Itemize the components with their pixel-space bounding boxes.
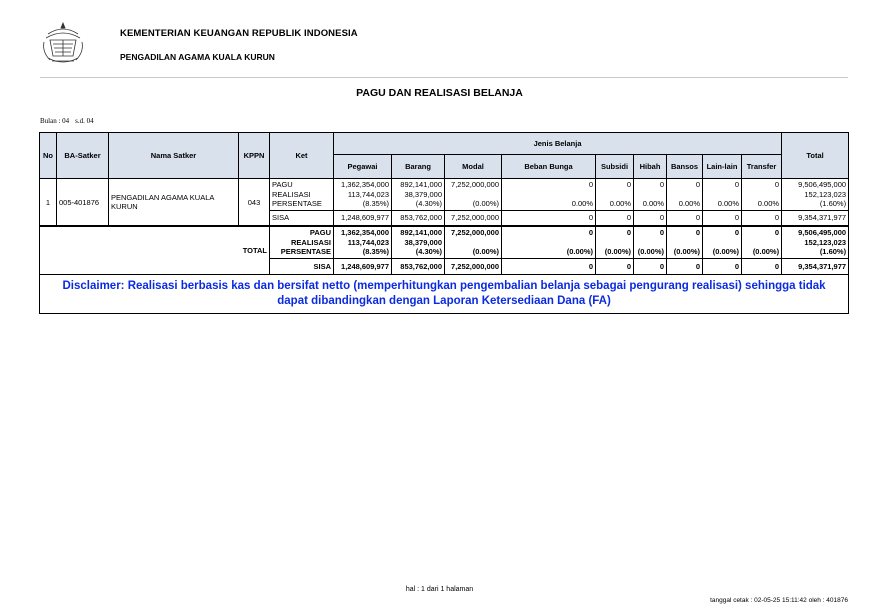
row-ba-satker: 005-401876 <box>57 179 109 227</box>
value: 9,506,495,000 <box>798 180 847 189</box>
value: 0 <box>734 180 739 189</box>
value: 152,123,023 <box>804 189 847 199</box>
total-ket <box>270 226 334 258</box>
total-hibah <box>634 226 667 258</box>
sisa-pegawai: 1,248,609,977 <box>334 210 392 226</box>
col-hibah: Hibah <box>634 155 667 179</box>
disclaimer-row <box>40 274 849 313</box>
value <box>744 238 779 248</box>
ministry-emblem-icon <box>38 20 88 66</box>
value <box>636 190 664 200</box>
value <box>744 190 779 200</box>
value: 113,744,023 <box>347 189 389 199</box>
ket-pagu: PAGU <box>309 228 331 237</box>
row-no: 1 <box>40 179 57 227</box>
value: (1.60%) <box>819 199 847 208</box>
total-barang <box>392 226 445 258</box>
col-pegawai: Pegawai <box>334 155 392 179</box>
col-subsidi: Subsidi <box>596 155 634 179</box>
court-name: PENGADILAN AGAMA KUALA KURUN <box>120 52 275 62</box>
total-sisa-beban-bunga: 0 <box>502 258 596 274</box>
total-modal <box>445 226 502 258</box>
col-lain-lain: Lain-lain <box>703 155 742 179</box>
total-sisa-modal: 7,252,000,000 <box>445 258 502 274</box>
value: (8.35%) <box>362 247 389 256</box>
value: 0.00% <box>609 199 631 208</box>
budget-table <box>39 132 849 314</box>
total-row <box>40 226 849 258</box>
value <box>447 238 499 248</box>
ket-realisasi: REALISASI <box>272 189 311 199</box>
table-row <box>40 179 849 211</box>
value: 0 <box>626 228 631 237</box>
period-until: s.d. 04 <box>75 117 94 125</box>
report-title: PAGU DAN REALISASI BELANJA <box>356 87 523 99</box>
value: 0 <box>659 228 664 237</box>
total-sisa-lain-lain: 0 <box>703 258 742 274</box>
print-info: tanggal cetak : 02-05-25 15:11:42 oleh : 401876 <box>710 597 848 604</box>
value: (8.35%) <box>362 199 389 208</box>
col-beban-bunga: Beban Bunga <box>502 155 596 179</box>
col-no: No <box>40 133 57 179</box>
ket-sisa: SISA <box>270 210 334 226</box>
cell-modal <box>445 179 502 211</box>
cell-beban-bunga <box>502 179 596 211</box>
ket-persentase: PERSENTASE <box>280 247 331 256</box>
page-info: hal : 1 dari 1 halaman <box>405 586 474 593</box>
value: (0.00%) <box>472 247 499 256</box>
total-ket-sisa: SISA <box>270 258 334 274</box>
value: 7,252,000,000 <box>451 180 499 189</box>
total-sisa-pegawai: 1,248,609,977 <box>334 258 392 274</box>
value: (0.00%) <box>637 247 664 256</box>
total-sisa-transfer: 0 <box>742 258 782 274</box>
value: (4.30%) <box>415 199 442 208</box>
value: 0.00% <box>717 199 739 208</box>
total-sisa-hibah: 0 <box>634 258 667 274</box>
value: (0.00%) <box>472 199 499 208</box>
value: (0.00%) <box>566 247 593 256</box>
value: 7,252,000,000 <box>451 228 499 237</box>
ket-realisasi: REALISASI <box>290 237 331 247</box>
organization-name: KEMENTERIAN KEUANGAN REPUBLIK INDONESIA <box>120 28 358 39</box>
value: 0.00% <box>757 199 780 208</box>
value: 38,379,000 <box>404 237 442 247</box>
value <box>669 238 700 248</box>
value <box>669 190 700 200</box>
value: 38,379,000 <box>404 189 442 199</box>
value: 0 <box>659 180 664 189</box>
value: (0.00%) <box>712 247 739 256</box>
value: 113,744,023 <box>347 237 389 247</box>
sisa-lain-lain: 0 <box>703 210 742 226</box>
value: 1,362,354,000 <box>341 228 389 237</box>
disclaimer-text: Disclaimer: Realisasi berbasis kas dan bersifat netto (memperhitungkan pengembalian belanja sebagai pengurang realisasi) sehingga tidak dapat dibandingkan dengan Laporan Ketersediaan Dana (FA) <box>40 274 849 313</box>
value <box>636 238 664 248</box>
value: 152,123,023 <box>804 237 847 247</box>
value: 892,141,000 <box>400 180 442 189</box>
cell-lain-lain <box>703 179 742 211</box>
col-ket: Ket <box>270 133 334 179</box>
total-total <box>782 226 849 258</box>
sisa-barang: 853,762,000 <box>392 210 445 226</box>
cell-hibah <box>634 179 667 211</box>
value: (0.00%) <box>604 247 631 256</box>
sisa-hibah: 0 <box>634 210 667 226</box>
value: 0 <box>774 180 780 189</box>
value: (0.00%) <box>752 247 780 256</box>
sisa-beban-bunga: 0 <box>502 210 596 226</box>
total-transfer <box>742 226 782 258</box>
value: 1,362,354,000 <box>341 180 389 189</box>
cell-total <box>782 179 849 211</box>
cell-subsidi <box>596 179 634 211</box>
sisa-transfer: 0 <box>742 210 782 226</box>
value <box>447 190 499 200</box>
value: 0 <box>774 228 780 237</box>
value <box>705 238 739 248</box>
value: (1.60%) <box>819 247 847 256</box>
value <box>504 238 593 248</box>
col-barang: Barang <box>392 155 445 179</box>
total-label: TOTAL <box>40 226 270 274</box>
total-beban-bunga <box>502 226 596 258</box>
value: 0 <box>734 228 739 237</box>
value: (4.30%) <box>415 247 442 256</box>
col-jenis-belanja: Jenis Belanja <box>334 133 782 155</box>
col-kppn: KPPN <box>239 133 270 179</box>
total-sisa-barang: 853,762,000 <box>392 258 445 274</box>
col-ba-satker: BA-Satker <box>57 133 109 179</box>
col-transfer: Transfer <box>742 155 782 179</box>
value: 892,141,000 <box>400 228 442 237</box>
value: (0.00%) <box>673 247 700 256</box>
sisa-total: 9,354,371,977 <box>782 210 849 226</box>
col-modal: Modal <box>445 155 502 179</box>
value <box>598 238 631 248</box>
ket-pagu: PAGU <box>272 180 293 189</box>
total-pegawai <box>334 226 392 258</box>
period-month: Bulan : 04 <box>40 117 70 125</box>
ket-persentase: PERSENTASE <box>272 199 322 208</box>
sisa-modal: 7,252,000,000 <box>445 210 502 226</box>
total-sisa-bansos: 0 <box>667 258 703 274</box>
total-subsidi <box>596 226 634 258</box>
value: 0 <box>588 228 593 237</box>
row-nama-satker: PENGADILAN AGAMA KUALA KURUN <box>109 179 239 227</box>
total-sisa-total: 9,354,371,977 <box>782 258 849 274</box>
value: 0.00% <box>678 199 700 208</box>
value: 0 <box>695 180 700 189</box>
total-lain-lain <box>703 226 742 258</box>
cell-pegawai <box>334 179 392 211</box>
value: 0 <box>695 228 700 237</box>
value <box>504 190 593 200</box>
value <box>705 190 739 200</box>
sisa-bansos: 0 <box>667 210 703 226</box>
row-kppn: 043 <box>239 179 270 227</box>
header-row-1 <box>40 133 849 155</box>
total-sisa-subsidi: 0 <box>596 258 634 274</box>
col-total: Total <box>782 133 849 179</box>
col-bansos: Bansos <box>667 155 703 179</box>
row-ket <box>270 179 334 211</box>
value: 0.00% <box>642 199 664 208</box>
value: 0.00% <box>571 199 593 208</box>
value: 0 <box>588 180 593 189</box>
header-divider <box>40 77 848 78</box>
total-bansos <box>667 226 703 258</box>
col-nama-satker: Nama Satker <box>109 133 239 179</box>
value: 9,506,495,000 <box>798 228 847 237</box>
value: 0 <box>626 180 631 189</box>
value <box>598 190 631 200</box>
period-info <box>40 117 100 125</box>
sisa-subsidi: 0 <box>596 210 634 226</box>
cell-barang <box>392 179 445 211</box>
cell-transfer <box>742 179 782 211</box>
cell-bansos <box>667 179 703 211</box>
